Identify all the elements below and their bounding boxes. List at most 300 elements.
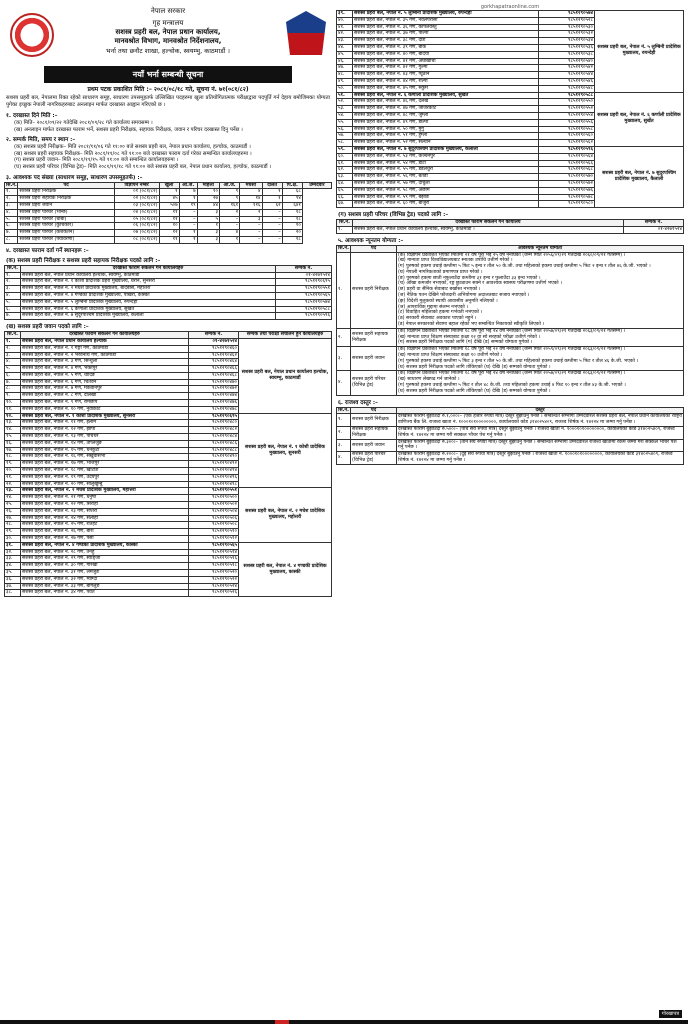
qualification-line: (ग) सशस्त्र प्रहरी निरीक्षक पदको लागि (ग) देखि (ड) सम्मको योग्यता पुगेको ।	[398, 340, 533, 346]
table-cell: ९८५१२९०५०४	[189, 508, 239, 515]
table-cell: ९८५१२९०५३४	[539, 38, 595, 45]
table-cell: ३७.	[5, 583, 21, 590]
fee-text: दरखास्त फाराम बुझाउँदा रु.३००।– (तीन सय रुपैयाँ मात्र) दस्तुर बुझाउनु पर्नेछ । सम्बन्धित सम्भागी उम्मेदवारले राजश्व खातामा रकम जम्मा गरी सक्कल भौचर पेश गर्नु पर्नेछ ।	[397, 439, 684, 452]
table-cell: ९८५१२९०४८४	[189, 434, 239, 441]
table-cell: सशस्त्र प्रहरी बल, नेपाल नं. २१ गण, धनुषा	[21, 495, 189, 502]
table-cell: ९८५१२९०५३६	[539, 44, 595, 51]
table-header: सम्पर्क तथा परीक्षा संचालन हुने कार्यालयहरु	[239, 332, 332, 339]
table-cell: २.	[337, 427, 351, 440]
qualification-line: (ख) साधारण लेखपढ गर्न जानेको ।	[398, 377, 460, 383]
intro-paragraph: सशस्त्र प्रहरी बल, नेपालमा रिक्त रहेको साधारण समूह, साधारण उपसमूहतर्फ उल्लिखित पदहरुमा खुला प्रतियोगितात्मक परीक्षाद्वारा पदपूर्ति गर्न देहाय बमोजिमका योग्यता पुगेका इच्छुक नेपाली नागरिकहरुबाट अनलाइन मार्फत दरखास्त आह्वान गरिएको छ ।	[6, 95, 330, 108]
table-cell: सशस्त्र प्रहरी बल, नेपाल नं. ३९ गण, बाँके	[353, 44, 539, 51]
fee-row	[337, 427, 684, 440]
table-cell: –	[179, 216, 197, 223]
table-header: दरखास्त फाराम संकलन गर्ने कार्यालयहरु	[21, 265, 276, 272]
table-cell: ११६	[240, 202, 262, 209]
section-3-title: ३. आवश्यक पद संख्या (साधारण समूह, साधारण उपसमूहतर्फ) :–	[6, 174, 143, 181]
qualification-line: (घ) सशस्त्र प्रहरी निरीक्षक पदको लागि तोकिएको (घ) देखि (ड) सम्मको योग्यता पुगेको ।	[398, 364, 551, 370]
table-cell: सशस्त्र प्रहरी बल, नेपाल नं. ३२ गण, म्याग्दी	[21, 576, 189, 583]
table-header: विज्ञापन नम्बर	[114, 182, 159, 189]
table-cell: –	[219, 223, 239, 230]
table-cell: ९८५१२९०५३८	[539, 51, 595, 58]
color-strip	[0, 1020, 688, 1024]
header-line-1: नेपाल सरकार	[150, 7, 186, 15]
table-cell: सशस्त्र प्रहरी बल, नेपाल नं. ५१ गण, हुम्ला	[353, 133, 539, 140]
table-cell: ९८५१२९०५२८	[539, 17, 595, 24]
table-cell: सशस्त्र प्रहरी बल, नेपाल नं. ४९ गण, डोल्पा	[353, 119, 539, 126]
table-cell: ३२.	[5, 549, 21, 556]
table-cell: ९८५१२९०५१२	[189, 536, 239, 543]
table-cell: ९८५१२९०५६४	[539, 153, 595, 160]
table-row	[5, 272, 332, 279]
table-cell: ४.	[5, 209, 18, 216]
table-cell: –	[219, 216, 239, 223]
table-cell: सशस्त्र प्रहरी बल, नेपाल प्रधान कार्यालय हल्चोक	[21, 338, 189, 345]
table-cell: ९	[219, 189, 239, 196]
table-cell: सशस्त्र प्रहरी बल, नेपाल नं. ५ गण, धादिङ	[21, 372, 189, 379]
qualification-line: (ज) नैतिक पतन देखिने फौजदारी अभियोगमा अदालतबाट सजाय नपाएको ।	[398, 293, 530, 299]
table-cell: सशस्त्र प्रहरी बल, नेपाल नं. ७ सुदूरपश्चिम प्रादेशिक मुख्यालय, कैलाली	[353, 146, 539, 153]
table-row	[5, 488, 332, 495]
table-cell: २८.	[5, 522, 21, 529]
table-header: सि.नं.	[5, 332, 21, 339]
table-cell: २.	[337, 328, 351, 346]
table-cell: ९८५१२९०४७४	[189, 393, 239, 400]
table-header: उम्मेदवार	[302, 182, 331, 189]
table-cell: ०७ (०८१/८२)	[114, 230, 159, 237]
table-cell: सशस्त्र प्रहरी बल, नेपाल नं. १० गण, नुवाकोट	[21, 406, 189, 413]
table-header: सि.नं.	[6, 182, 17, 188]
table-row	[337, 146, 684, 153]
table-row	[5, 216, 332, 223]
table-header: दस्तुर	[397, 407, 684, 414]
qualification-line: (ख) मान्यता प्राप्त शिक्षण संस्थाबाट कक्षा १२ वा सो सरहको परीक्षा उत्तीर्ण गरेको ।	[398, 334, 541, 340]
table-cell: १४.	[5, 427, 21, 434]
table-cell: सशस्त्र प्रहरी बल, नेपाल नं. ४७ गण, जाजरकोट	[353, 106, 539, 113]
table-cell: ९८५१२९०४९८	[189, 481, 239, 488]
table-cell: सशस्त्र प्रहरी बल, नेपाल नं. ३६ गण, कपिलवस्तु	[353, 24, 539, 31]
qualification-line: (ङ) पुरुषको हकमा छाती नफुलाउँदा कम्तीमा ३१ इन्च र फुलाउँदा ३३ इन्च भएको ।	[398, 275, 541, 281]
table-cell: ९८५१२९०४७०	[189, 379, 239, 386]
table-cell: ०४ (०८१/८२)	[114, 209, 159, 216]
table-row	[5, 299, 332, 306]
table-cell: ९८५१२९०५२६	[189, 590, 239, 597]
table-cell: ९८५१२९०५७४	[539, 11, 595, 18]
table-cell: ११	[159, 209, 179, 216]
table-cell: ५६.	[337, 126, 353, 133]
table-cell: १२.	[5, 413, 21, 420]
table-header: सि.नं.	[5, 265, 21, 272]
table-cell: ०२ (०८१/८२)	[114, 196, 159, 203]
table-cell: ९८५१२९०५७८	[539, 194, 595, 201]
table-cell: ४	[240, 189, 262, 196]
table-cell: १७.	[5, 447, 21, 454]
table-cell: सशस्त्र प्रहरी जवान	[18, 202, 114, 209]
table-cell: सशस्त्र प्रहरी बल, नेपाल नं. २३ गण, सप्तरी	[21, 508, 189, 515]
qualification-list	[397, 347, 684, 371]
table-cell: ९८५१२९०४९६	[189, 474, 239, 481]
table-cell: १०	[282, 223, 302, 230]
table-header: मधेसी	[240, 182, 262, 189]
table-cell: सशस्त्र प्रहरी परिचर (धोबी)	[18, 216, 114, 223]
table-cell: ६.	[5, 372, 21, 379]
table-cell: ९८५१२९०५०६	[189, 515, 239, 522]
table-row	[5, 189, 332, 196]
table-row	[5, 313, 332, 320]
table-cell: ४६.	[337, 58, 353, 65]
fee-row	[337, 439, 684, 452]
qualification-line: (क) विज्ञापन प्रकाशित भएको मितिमा १८ वर्ष पूरा भई २४ वर्ष ननाघेको (जन्म मिति २०५७/०९/२१ गतेदेखि २०६३/०९/२१ गतेसम्म) ।	[398, 371, 626, 377]
table-cell: ९८५१२९०५४६	[539, 78, 595, 85]
table-cell: ४७.	[337, 65, 353, 72]
table-cell: १०	[197, 189, 219, 196]
table-cell: ८.	[5, 236, 18, 243]
table-cell: सशस्त्र प्रहरी बल, नेपाल नं. २८ गण, तनहुँ	[21, 549, 189, 556]
table-cell: १	[159, 189, 179, 196]
table-cell: सशस्त्र प्रहरी परिचर (कुचिकार)	[18, 223, 114, 230]
qualification-line: (घ) नेपाली नागरिकताको प्रमाणपत्र प्राप्त गरेको ।	[398, 269, 483, 275]
fee-text: दरखास्त फाराम बुझाउँदा रु.५००।– (पाँच सय रुपैयाँ मात्र) दस्तुर बुझाउनु पर्नेछ । राजश्व खाता नं. १०००१०१००००००००, कार्यालयको कोड ३१४०२५४०९, राजश्व शिर्षक नं. १४२२४ मा जम्मा गरी सक्कल भौचर पेश गर्नु पर्नेछ ।	[397, 427, 684, 440]
qualification-line: (ख) मान्यता प्राप्त विश्वविद्यालयबाट स्नातक उपाधि उत्तीर्ण गरेको ।	[398, 258, 513, 264]
table-row	[5, 202, 332, 209]
table-cell: सशस्त्र प्रहरी बल, नेपाल नं. ६ कर्णाली प्रादेशिक मुख्यालय, सुर्खेत	[21, 306, 276, 313]
table-cell: सशस्त्र प्रहरी बल, नेपाल नं. ६ गण, चितवन	[21, 379, 189, 386]
table-cell: ९८५१२९०५१६	[189, 556, 239, 563]
table-cell: १८.	[5, 454, 21, 461]
table-cell: ५०७	[159, 202, 179, 209]
table-cell: सशस्त्र प्रहरी बल, नेपाल नं. ४५ गण, रुकुम	[353, 85, 539, 92]
qualification-line: (क) विज्ञापन प्रकाशित भएको मितिमा १८ वर्ष पूरा भई २२ वर्ष ननाघेको (जन्म मिति २०५९/०९/२१ गतेदेखि २०६३/०९/२१ गतेसम्म) ।	[398, 347, 626, 353]
table-cell: ९.	[5, 393, 21, 400]
table-cell: ९८५१२९०४९०	[189, 454, 239, 461]
masthead	[4, 7, 332, 65]
qualification-list	[397, 252, 684, 328]
table-cell: सशस्त्र प्रहरी बल, नेपाल नं. ४३ गण, प्यूठान	[353, 72, 539, 79]
table-cell: ९८५१२९०५००	[189, 495, 239, 502]
table-cell: सशस्त्र प्रहरी निरीक्षक	[18, 189, 114, 196]
table-cell: ९८५१२९०५६२	[539, 140, 595, 147]
table-cell: ९८५१२९०४७८	[189, 406, 239, 413]
table-cell: सशस्त्र प्रहरी बल, नेपाल नं. ५४ गण, डोटी	[353, 160, 539, 167]
table-cell: ४९.	[337, 78, 353, 85]
table-cell: सशस्त्र प्रहरी बल, नेपाल नं. ४१ गण, अर्घाखाँची	[353, 58, 539, 65]
table-cell: –	[262, 223, 282, 230]
section-1-items	[4, 120, 332, 133]
table-header: दरखास्त फाराम संकलन गर्ने कार्यालय	[353, 220, 624, 227]
table-cell: सशस्त्र प्रहरी बल, नेपाल नं. १९ गण, उदयपुर	[21, 474, 189, 481]
table-cell: सशस्त्र प्रहरी बल, नेपाल नं. ९ गण, रामेछाप	[21, 400, 189, 407]
table-cell: ९८५१२९०४८६	[189, 440, 239, 447]
qualification-line: (ड) नेपाल सरकारको सेवामा बहाल रहेको भए सम्बन्धित निकायको स्वीकृति लिएको ।	[398, 322, 545, 328]
table-cell: सशस्त्र प्रहरी बल, नेपाल नं. ३ गण, सिन्धुली	[21, 359, 189, 366]
table-cell: –	[262, 236, 282, 243]
table-cell: १२	[159, 230, 179, 237]
table-cell: ९८५१२९०५४८	[539, 85, 595, 92]
offices-table-b	[4, 331, 332, 597]
table-cell: १.	[5, 189, 18, 196]
qualification-line: (ट) विवाहित महिलाको हकमा गर्भवती नभएको ।	[398, 310, 483, 316]
table-cell: ६३.	[337, 174, 353, 181]
table-cell: १	[197, 223, 219, 230]
table-cell: सशस्त्र प्रहरी बल, नेपाल नं. ६० गण, बाजुरा	[353, 201, 539, 208]
table-cell: १८	[282, 216, 302, 223]
post-name: सशस्त्र प्रहरी निरीक्षक	[351, 252, 397, 328]
fee-row	[337, 452, 684, 465]
table-cell: सशस्त्र प्रहरी बल, नेपाल नं. २९ गण, स्याङ्जा	[21, 556, 189, 563]
table-cell: ७.	[5, 230, 18, 237]
table-header: महिला	[197, 182, 219, 189]
table-cell: ९८५१२९०५५८	[539, 126, 595, 133]
table-cell: ६५.	[337, 187, 353, 194]
table-cell: ९८५१२९०५७०	[539, 174, 595, 181]
post-name: सशस्त्र प्रहरी परिचर (विभिन्न ट्रेड)	[351, 452, 397, 465]
table-cell: १०	[159, 223, 179, 230]
table-cell: –	[262, 216, 282, 223]
list-item: (घ) सशस्त्र प्रहरी परिचर (विभिन्न ट्रेड)– मिति २०८१/११/१८ गते ११:०० बजे सशस्त्र प्रहरी बल, नेपाल प्रधान कार्यालय, हल्चोक, काठमाडौं ।	[14, 163, 272, 170]
table-cell: ६०.	[337, 153, 353, 160]
table-cell: ९८५१२९०५८८	[276, 306, 332, 313]
list-item: (ख) अनलाइन मार्फत दरखास्त फाराम भर्ने, सशस्त्र प्रहरी निरीक्षक, सहायक निरीक्षक, जवान र परिचर दरखास्त दिनु पर्नेछ ।	[14, 126, 243, 133]
notice-title: नयाँ भर्ना सम्बन्धी सूचना	[44, 66, 292, 83]
section-1-title: १. दरखास्त दिने मिति :–	[6, 113, 58, 119]
table-cell: ९८५१२९०५४२	[539, 65, 595, 72]
table-cell: १६१	[219, 202, 239, 209]
table-header: खुला	[159, 182, 179, 189]
table-cell: २४.	[5, 495, 21, 502]
post-name: सशस्त्र प्रहरी परिचर (विभिन्न ट्रेड)	[351, 371, 397, 395]
table-cell: ९८५१२९०५३०	[539, 24, 595, 31]
contact-office: सशस्त्र प्रहरी बल, नेपाल नं. २ मधेश प्रादेशिक मुख्यालय, महोत्तरी	[239, 488, 332, 542]
table-cell: ०१-४२७१५२४	[276, 272, 332, 279]
table-cell: ३८.	[5, 590, 21, 597]
table-cell: सशस्त्र प्रहरी सहायक निरीक्षक	[18, 196, 114, 203]
table-cell: ९८५१२९०५६८	[539, 167, 595, 174]
table-cell: सशस्त्र प्रहरी बल, नेपाल नं. २६ गण, बारा	[21, 529, 189, 536]
table-cell: ९८५१२९०४६८	[189, 372, 239, 379]
table-cell: ९८५१२९०५६५	[276, 292, 332, 299]
table-cell: सशस्त्र प्रहरी बल, नेपाल नं. ८ गण, दोलखा	[21, 393, 189, 400]
table-cell: ९८५१२९०५७६	[539, 187, 595, 194]
table-cell: सशस्त्र प्रहरी बल, नेपाल नं. १३ गण, पाँचथर	[21, 434, 189, 441]
table-cell: सशस्त्र प्रहरी बल, नेपाल प्रधान कार्यालय हल्चोक, स्वयम्भु, काठमाडौं ।	[353, 226, 624, 233]
qualification-table	[336, 245, 684, 396]
table-cell: १	[262, 196, 282, 203]
table-cell: सशस्त्र प्रहरी बल, नेपाल नं. १६ गण, संखुवासभा	[21, 454, 189, 461]
table-cell: ९८५१२९०५५४	[539, 112, 595, 119]
table-cell: ५९.	[337, 146, 353, 153]
table-cell: ४.	[337, 452, 351, 465]
table-cell: ४.	[5, 359, 21, 366]
table-cell: १८	[282, 236, 302, 243]
table-cell: ०६ (०८१/८२)	[114, 223, 159, 230]
table-cell: –	[240, 230, 262, 237]
table-header: सि.नं.	[338, 407, 349, 413]
table-cell: ९८५१२९०५४४	[539, 72, 595, 79]
table-header: आवश्यक न्यूनतम योग्यता	[397, 245, 684, 252]
table-cell: ५.	[5, 366, 21, 373]
table-cell: सशस्त्र प्रहरी बल, नेपाल प्रधान कार्यालय हल्चोक, स्वयम्भु, काठमाडौं	[21, 272, 276, 279]
table-cell: ७.	[5, 313, 21, 320]
section-6-title: ६. राजश्व दस्तुर :–	[338, 399, 378, 406]
table-cell: –	[179, 209, 197, 216]
table-cell: १८	[282, 209, 302, 216]
table-cell: ३९.	[337, 11, 353, 18]
qualification-line: (ञ) आपराधिक मुद्दामा संलग्न नभएको ।	[398, 304, 469, 310]
table-cell: ६.	[5, 306, 21, 313]
post-name: सशस्त्र प्रहरी जवान	[351, 347, 397, 371]
contact-office: सशस्त्र प्रहरी बल, नेपाल नं. १ कोशी प्रादेशिक मुख्यालय, सुनसरी	[239, 413, 332, 488]
table-cell: –	[262, 209, 282, 216]
contact-office: सशस्त्र प्रहरी बल, नेपाल नं. ७ सुदूरपश्चिम प्रादेशिक मुख्यालय, कैलाली	[595, 146, 684, 207]
table-cell: सशस्त्र प्रहरी बल, नेपाल नं. ४८ गण, जुम्ला	[353, 112, 539, 119]
posts-table	[4, 182, 332, 244]
section-4a-subtitle: (क) सशस्त्र प्रहरी निरीक्षक र सशस्त्र प्रहरी सहायक निरीक्षक पदको लागि :–	[6, 257, 161, 264]
table-cell: ९८५१२९०५२४	[189, 583, 239, 590]
table-cell: ९८५१२९०५२०	[189, 570, 239, 577]
table-cell: ३६.	[5, 576, 21, 583]
table-cell: २२.	[5, 481, 21, 488]
table-cell: ६२	[262, 202, 282, 209]
table-cell: २७.	[5, 515, 21, 522]
qualification-line: (छ) प्रहरी वा सैनिक सेवाबाट बर्खास्त नभएको ।	[398, 287, 481, 293]
table-cell: १.	[337, 252, 351, 328]
table-cell: सशस्त्र प्रहरी बल, नेपाल नं. २७ गण, पर्सा	[21, 536, 189, 543]
table-cell: १.	[337, 226, 353, 233]
table-cell: ६१.	[337, 160, 353, 167]
table-cell: ५.	[5, 216, 18, 223]
table-cell: सशस्त्र प्रहरी बल, नेपाल नं. १ कोशी प्रादेशिक प्रहरी मुख्यालय, धरान, सुनसरी	[21, 279, 276, 286]
table-cell: ३०.	[5, 536, 21, 543]
table-cell: सशस्त्र प्रहरी बल, नेपाल नं. १ कोशी प्रादेशिक मुख्यालय, सुनसरी	[21, 413, 189, 420]
qualification-line: (ग) पुरुषको हकमा उचाई कम्तीमा ५ फिट ३ इन्च र तौल ५० के.जी. तथा महिलाको हकमा उचाई कम्तीमा ५ फिट र तौल ४६ के.जी. भएको ।	[398, 358, 639, 364]
list-item: (क) सशस्त्र प्रहरी निरीक्षक– मिति २०८१/११/०६ गते ११:०० बजे सशस्त्र प्रहरी बल, नेपाल प्रधान कार्यालय, हल्चोक, काठमाडौं ।	[14, 144, 251, 151]
table-cell: सशस्त्र प्रहरी बल, नेपाल नं. ५० गण, मुगु	[353, 126, 539, 133]
table-cell: ४३.	[337, 38, 353, 45]
table-cell: सशस्त्र प्रहरी बल, नेपाल नं. ४ गण्डकी प्रादेशिक मुख्यालय, कास्की	[21, 542, 189, 549]
qualification-line: (च) आँखा कमजोर नभएको, रङ्ग छुट्याउन सक्ने र आवश्यक स्वास्थ्य परीक्षणमा उत्तीर्ण भएको ।	[398, 281, 563, 287]
table-cell: ७.	[5, 379, 21, 386]
qualification-list	[397, 371, 684, 395]
table-cell: सशस्त्र प्रहरी बल, नेपाल नं. ४ गण्डकी प्रादेशिक मुख्यालय, पोखरा, कास्की	[21, 292, 276, 299]
contact-office: सशस्त्र प्रहरी बल, नेपाल नं. ६ कर्णाली प्रादेशिक मुख्यालय, सुर्खेत	[595, 92, 684, 146]
table-cell: सशस्त्र प्रहरी बल, नेपाल नं. २० गण, सोलुखुम्बु	[21, 481, 189, 488]
table-cell: ९८५१२९०५६०	[539, 133, 595, 140]
table-cell: सशस्त्र प्रहरी बल, नेपाल नं. ५३ गण, कञ्चनपुर	[353, 153, 539, 160]
table-cell: ५४.	[337, 112, 353, 119]
table-cell: १.	[5, 338, 21, 345]
table-cell: ९८५१२९०६९५	[276, 279, 332, 286]
table-cell: ९८५१२९०४८०	[189, 420, 239, 427]
contact-office: सशस्त्र प्रहरी बल, नेपाल नं. ४ गण्डकी प्रादेशिक मुख्यालय, कास्की	[239, 542, 332, 596]
table-cell: ११	[159, 236, 179, 243]
offices-table-b-cont	[336, 10, 684, 208]
table-cell: ९८५१२९०४७६	[189, 400, 239, 407]
table-cell: ३.	[5, 286, 21, 293]
table-header: सम्पर्क नं.	[624, 220, 684, 227]
publication-ref: प्रथम पटक प्रकाशित मिति :– २०८१/०८/१८ गते, सूचना नं. ७१(०८१/८२)	[87, 86, 249, 93]
table-cell: ६८	[282, 189, 302, 196]
table-cell: सशस्त्र प्रहरी बल, नेपाल नं. ७ गण, मकवानपुर	[21, 386, 189, 393]
table-cell: २९.	[5, 529, 21, 536]
table-header: आ.ज.	[179, 182, 197, 189]
table-cell: ९८५१२९०५२२	[189, 576, 239, 583]
table-cell: २.	[5, 196, 18, 203]
qualification-line: (ग) पुरुषको हकमा उचाई कम्तीमा ५ फिट र तौल ४८ के.जी. तथा महिलाको हकमा उचाई ४ फिट १० इन्च र तौल ४३ के.जी. भएको ।	[398, 383, 626, 389]
table-cell: ९८५१२९०४६४	[189, 359, 239, 366]
table-cell: ११.	[5, 406, 21, 413]
table-cell: ५	[197, 216, 219, 223]
table-cell: ५२.	[337, 99, 353, 106]
table-cell: सशस्त्र प्रहरी परिचर (केशकर्तन)	[18, 230, 114, 237]
table-cell: ९	[219, 196, 239, 203]
table-cell: ४०.	[337, 17, 353, 24]
header-line-5: भर्ना तथा छनौट शाखा, हल्चोक, स्वयम्भु, काठमाडौं ।	[106, 47, 230, 55]
table-cell: ४.	[5, 292, 21, 299]
qualification-line: (क) विज्ञापन प्रकाशित भएको मितिमा १८ वर्ष पूरा भई २४ वर्ष ननाघेको (जन्म मिति २०५७/०९/२१ गतेदेखि २०६३/०९/२१ गतेसम्म) ।	[398, 328, 626, 334]
table-header: दलित	[262, 182, 282, 189]
table-cell: ९८५१२९०५७२	[539, 180, 595, 187]
table-cell: ६४.	[337, 180, 353, 187]
table-cell: ७	[179, 189, 197, 196]
source-url: gorkhapatraonline.com	[480, 4, 540, 10]
contact-office: सशस्त्र प्रहरी बल, नेपाल प्रधान कार्यालय हल्चोक, स्वयम्भु, काठमाडौं	[239, 338, 332, 413]
section-2-items	[4, 144, 332, 170]
table-cell: ०१-४२७१५२४	[189, 338, 239, 345]
table-cell: ९८५१२९०४७२	[189, 386, 239, 393]
table-row	[5, 236, 332, 243]
table-cell: ४१.	[337, 24, 353, 31]
table-cell: सशस्त्र प्रहरी बल, नेपाल नं. ५९ गण, बझाङ	[353, 194, 539, 201]
table-cell: सशस्त्र प्रहरी बल, नेपाल नं. ३१ गण, लमजुङ	[21, 570, 189, 577]
qualification-row	[337, 252, 684, 328]
qualification-row	[337, 347, 684, 371]
table-cell: ९८५१२९०५०२	[189, 502, 239, 509]
fee-text: दरखास्त फाराम बुझाउँदा रु.१,०००।– (एक हजार रुपैयाँ मात्र) दस्तुर बुझाउनु पर्नेछ । सम्बन्धित सम्भागी उम्मेदवारले सशस्त्र प्रहरी बल, नेपाल प्रधान कार्यालयको राष्ट्रिय वाणिज्य बैंक लि. राजश्व खाता नं. १०००१०१००००००००, कार्यालयको कोड ३१४०२५४०९, राजश्व शिर्षक नं. १४२२४ मा जम्मा गर्नु पर्नेछ ।	[398, 414, 682, 426]
table-cell: सशस्त्र प्रहरी परिचर (भान्छे)	[18, 209, 114, 216]
table-cell: ४.	[337, 371, 351, 395]
table-header: सि.नं.	[338, 245, 349, 251]
table-cell: ५७.	[337, 133, 353, 140]
table-row	[337, 92, 684, 99]
table-cell: ४४.	[337, 44, 353, 51]
post-name: सशस्त्र प्रहरी सहायक निरीक्षक	[351, 328, 397, 346]
section-4b-subtitle: (ख) सशस्त्र प्रहरी जवान पदको लागि :–	[6, 324, 89, 331]
table-cell: –	[262, 230, 282, 237]
table-row	[5, 279, 332, 286]
apf-logo-icon	[286, 11, 326, 55]
table-cell: २१.	[5, 474, 21, 481]
header-line-3: सशस्त्र प्रहरी बल, नेपाल प्रधान कार्यालय,	[115, 28, 221, 36]
table-row	[5, 209, 332, 216]
header-line-2: गृह मन्त्रालय	[152, 19, 184, 27]
table-cell: ९८५१२९०५९६	[539, 146, 595, 153]
table-cell: सशस्त्र प्रहरी बल, नेपाल नं. ७ सुदूरपश्चिम प्रादेशिक मुख्यालय, कैलाली	[21, 313, 276, 320]
table-cell: ९८५१२९०४९२	[189, 461, 239, 468]
table-header: पद	[351, 245, 397, 252]
table-cell: ४२.	[337, 31, 353, 38]
table-cell: ९८५१२९०४६०	[189, 345, 239, 352]
publisher-stamp: गोरखापत्र	[659, 1010, 682, 1018]
table-cell: १०.	[5, 400, 21, 407]
right-column	[336, 4, 684, 1020]
table-cell: सशस्त्र प्रहरी बल, नेपाल नं. २ भैरवनाथ गण, काठमाडौं	[21, 352, 189, 359]
table-cell: १	[179, 230, 197, 237]
table-cell: सशस्त्र प्रहरी बल, नेपाल नं. २ मधेश प्रादेशिक मुख्यालय, बर्दिबास, महोत्तरी	[21, 286, 276, 293]
section-4-title: ४. दरखास्त फाराम दर्ता गर्ने स्थानहरू :–	[6, 247, 89, 254]
table-cell: ३४.	[5, 563, 21, 570]
table-cell: ९८५१२९०४९४	[189, 468, 239, 475]
table-cell: सशस्त्र प्रहरी बल, नेपाल नं. १५ गण, धनकुटा	[21, 447, 189, 454]
